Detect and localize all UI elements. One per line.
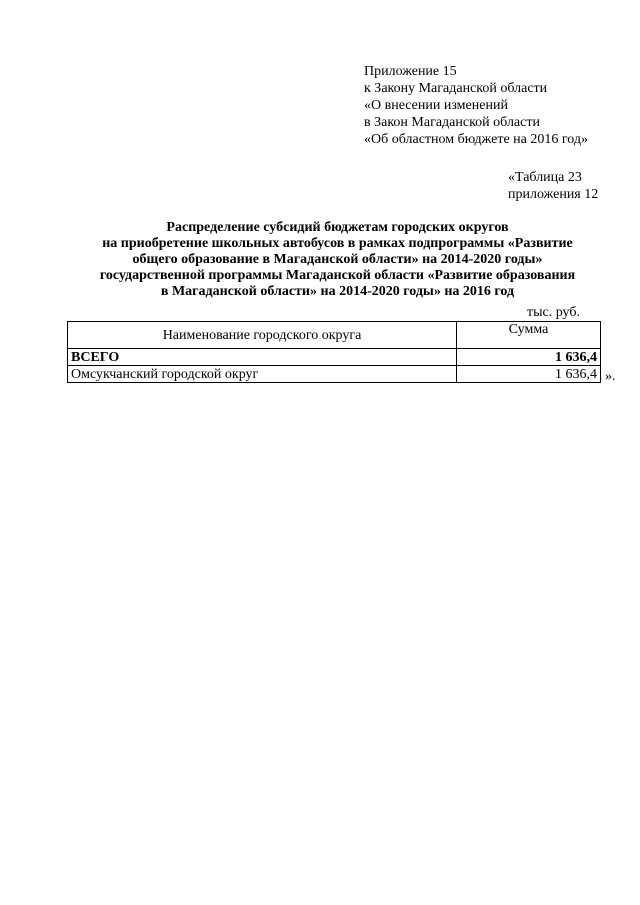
title-line: на приобретение школьных автобусов в рамках подпрограммы «Развитие [102, 236, 573, 251]
appendix-line: к Закону Магаданской области [364, 81, 548, 96]
appendix-line: «О внесении изменений [364, 98, 508, 113]
appendix-line: «Об областном бюджете на 2016 год» [364, 132, 588, 147]
table-header-row [68, 322, 601, 349]
title-line: государственной программы Магаданской области «Развитие образования [99, 268, 576, 283]
title-line: общего образование в Магаданской области» на 2014-2020 годы» [132, 252, 543, 267]
table-total-row [68, 349, 601, 366]
appendix-line: Приложение 15 [364, 64, 457, 79]
table-reference-line: приложения 12 [508, 187, 599, 202]
document-title [60, 220, 615, 300]
appendix-line: в Закон Магаданской области [364, 115, 540, 130]
subsidy-table [67, 321, 601, 383]
header-name-cell: Наименование городского округа [68, 322, 457, 349]
total-name-cell: ВСЕГО [68, 349, 457, 366]
table-reference [508, 169, 598, 203]
appendix-block [364, 63, 588, 148]
row-sum-cell: 1 636,4 [457, 366, 601, 383]
total-sum-cell: 1 636,4 [457, 349, 601, 366]
title-line: в Магаданской области» на 2014-2020 годы» на 2016 год [160, 284, 515, 299]
header-sum-cell: Сумма [457, 322, 601, 349]
title-line: Распределение субсидий бюджетам городских округов [166, 220, 509, 235]
closing-quote: ». [605, 369, 616, 384]
row-name-cell: Омсукчанский городской округ [68, 366, 457, 383]
table-reference-line: «Таблица 23 [508, 170, 582, 185]
table-row [68, 366, 601, 383]
units-label: тыс. руб. [527, 305, 580, 320]
